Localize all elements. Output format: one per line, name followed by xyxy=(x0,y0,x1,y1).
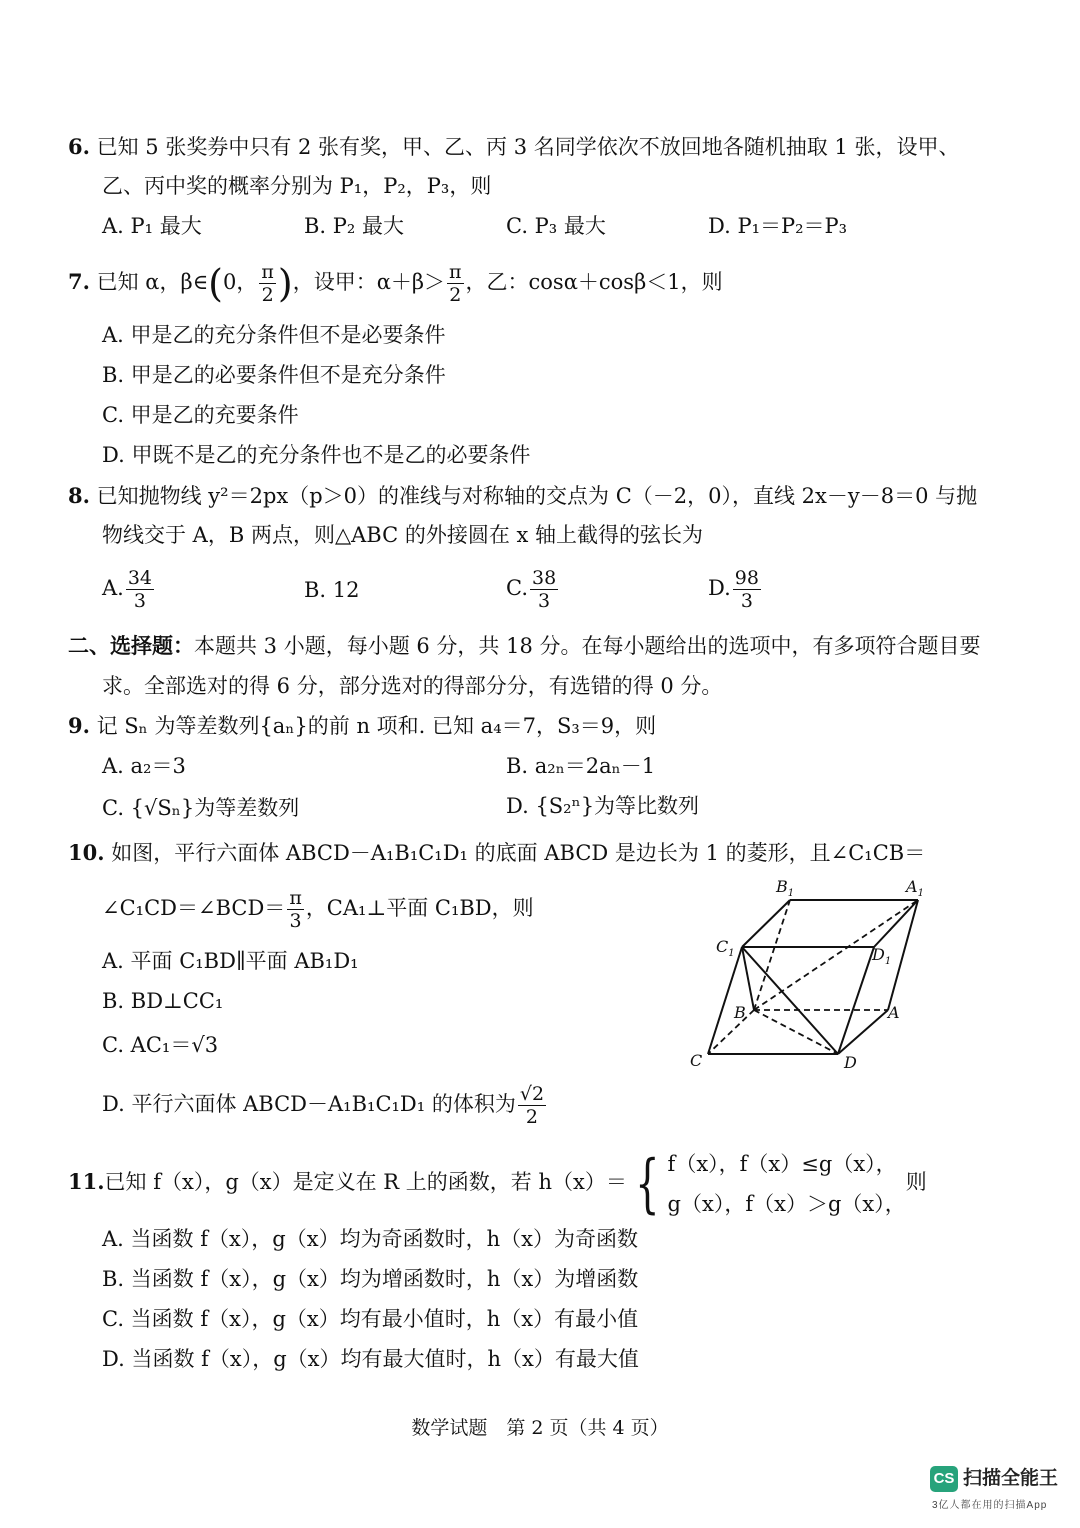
q9-option-b: B. a₂ₙ＝2aₙ－1 xyxy=(506,754,656,778)
q11-option-c: C. 当函数 f（x），g（x）均有最小值时，h（x）有最小值 xyxy=(102,1307,639,1331)
q11-brace: { xyxy=(634,1146,660,1221)
q8-a-den: 3 xyxy=(133,590,146,612)
page-footer: 数学试题 第 2 页（共 4 页） xyxy=(411,1417,669,1439)
q8-number: 8. xyxy=(68,483,90,508)
q7-option-b: B. 甲是乙的必要条件但不是充分条件 xyxy=(102,363,446,387)
q8-option-a-frac xyxy=(126,567,154,612)
q7-interval-left: 0， xyxy=(223,270,258,294)
label-B: B xyxy=(734,1003,746,1022)
q8-option-c xyxy=(506,564,560,612)
q9-option-d: D. {S₂ⁿ}为等比数列 xyxy=(506,794,700,818)
q11-stem-b: 则 xyxy=(905,1170,927,1194)
q7-paren-left: ( xyxy=(208,261,223,306)
q7-pi: π xyxy=(261,261,274,283)
q10-option-d-frac xyxy=(518,1083,546,1128)
q7-stem-b: ，设甲：α＋β＞ xyxy=(292,270,446,294)
q10-number: 10. xyxy=(68,840,105,865)
q6-stem-line1: 已知 5 张奖券中只有 2 张有奖，甲、乙、丙 3 名同学依次不放回地各随机抽取 1 张，设甲、 xyxy=(96,135,960,159)
q7-stem xyxy=(68,260,723,306)
label-D: D xyxy=(844,1053,857,1072)
q8-c-num: 38 xyxy=(532,567,557,589)
q6-option-b: B. P₂ 最大 xyxy=(304,214,405,238)
q8-option-d xyxy=(708,564,763,612)
q7-pi-over-2 xyxy=(259,261,276,306)
q8-stem-line1: 已知抛物线 y²＝2px（p＞0）的准线与对称轴的交点为 C（－2，0），直线 2x－y－8＝0 与抛 xyxy=(96,484,978,508)
q11-number: 11. xyxy=(68,1169,105,1194)
label-C: C xyxy=(690,1051,703,1070)
q9-option-c: C. {√Sₙ}为等差数列 xyxy=(102,796,300,820)
q6-line1 xyxy=(68,132,959,162)
section2-text1: 本题共 3 小题，每小题 6 分，共 18 分。在每小题给出的选项中，有多项符合题目要 xyxy=(194,634,981,658)
q8-stem-line2: 物线交于 A，B 两点，则△ABC 的外接圆在 x 轴上截得的弦长为 xyxy=(102,523,704,547)
q6-option-d: D. P₁＝P₂＝P₃ xyxy=(708,214,848,238)
q7-stem-a: 已知 α，β∈ xyxy=(96,270,209,294)
q11-option-b: B. 当函数 f（x），g（x）均为增函数时，h（x）为增函数 xyxy=(102,1267,639,1291)
q8-option-d-label: D. xyxy=(708,576,731,600)
q7-option-a: A. 甲是乙的充分条件但不是必要条件 xyxy=(102,323,446,347)
q10-d-den: 2 xyxy=(525,1106,538,1128)
q11-option-a: A. 当函数 f（x），g（x）均为奇函数时，h（x）为奇函数 xyxy=(102,1227,638,1251)
q10-option-a: A. 平面 C₁BD∥平面 AB₁D₁ xyxy=(102,949,359,973)
q6-number: 6. xyxy=(68,134,90,159)
q10-pi: π xyxy=(289,887,302,909)
q8-option-b: B. 12 xyxy=(304,578,360,602)
q6-stem-line2: 乙、丙中奖的概率分别为 P₁，P₂，P₃，则 xyxy=(102,174,492,198)
q8-c-den: 3 xyxy=(538,590,551,612)
q8-option-c-label: C. xyxy=(506,576,528,600)
q7-two: 2 xyxy=(261,284,274,306)
q9-number: 9. xyxy=(68,713,90,738)
q8-a-num: 34 xyxy=(127,567,153,589)
q7-two-b: 2 xyxy=(449,284,462,306)
q8-option-c-frac xyxy=(530,567,558,612)
q10-stem-line2a: ∠C₁CD＝∠BCD＝ xyxy=(102,896,286,920)
q10-stem-line1: 如图，平行六面体 ABCD－A₁B₁C₁D₁ 的底面 ABCD 是边长为 1 的菱形，且∠C₁CB＝ xyxy=(111,841,926,865)
q6-option-a: A. P₁ 最大 xyxy=(102,214,202,238)
q11-case1: f（x），f（x）≤g（x）， xyxy=(667,1151,897,1176)
q7-pi-b: π xyxy=(449,261,462,283)
q8-d-den: 3 xyxy=(740,590,753,612)
q9-option-a: A. a₂＝3 xyxy=(102,754,186,778)
q8-option-a-label: A. xyxy=(102,576,124,600)
q8-option-d-frac xyxy=(733,567,761,612)
q11-option-d: D. 当函数 f（x），g（x）均有最大值时，h（x）有最大值 xyxy=(102,1347,639,1371)
q10-option-c: C. AC₁＝√3 xyxy=(102,1033,219,1057)
q8-option-a xyxy=(102,564,156,612)
section2-text2: 求。全部选对的得 6 分，部分选对的得部分分，有选错的得 0 分。 xyxy=(102,674,723,698)
q11-stem xyxy=(68,1142,927,1224)
q10-pi-over-3 xyxy=(287,887,304,932)
q10-option-b: B. BD⊥CC₁ xyxy=(102,989,224,1013)
q10-stem-line2b: ，CA₁⊥平面 C₁BD，则 xyxy=(305,896,534,920)
q11-case2: g（x），f（x）＞g（x）， xyxy=(667,1191,906,1216)
q10-three: 3 xyxy=(289,910,302,932)
q7-option-c: C. 甲是乙的充要条件 xyxy=(102,403,299,427)
q9-line xyxy=(68,711,656,741)
q7-stem-c: ，乙：cosα＋cosβ＜1，则 xyxy=(465,270,723,294)
camscanner-logo-icon: CS xyxy=(930,1466,958,1492)
q10-option-d xyxy=(102,1080,548,1128)
label-C1: $C_1$ xyxy=(716,937,735,959)
q6-option-c: C. P₃ 最大 xyxy=(506,214,606,238)
q10-d-num: √2 xyxy=(519,1083,545,1105)
q8-line1 xyxy=(68,481,977,511)
camscanner-tagline: 3亿人都在用的扫描App xyxy=(932,1500,1048,1511)
label-D1: $D_1$ xyxy=(872,945,892,967)
q9-stem: 记 Sₙ 为等差数列{aₙ}的前 n 项和. 已知 a₄＝7，S₃＝9，则 xyxy=(96,714,657,738)
label-A: A xyxy=(888,1003,900,1022)
camscanner-name: 扫描全能王 xyxy=(963,1468,1059,1489)
q10-option-d-text: D. 平行六面体 ABCD－A₁B₁C₁D₁ 的体积为 xyxy=(102,1092,516,1116)
section2-line1 xyxy=(68,631,981,661)
camscanner-watermark xyxy=(930,1466,1070,1516)
label-A1: $A_1$ xyxy=(906,877,924,899)
section2-title: 二、选择题： xyxy=(68,633,194,658)
q8-d-num: 98 xyxy=(734,567,759,589)
q11-cases xyxy=(668,1144,906,1224)
parallelepiped-figure xyxy=(680,872,940,1077)
q10-line2 xyxy=(102,886,534,932)
label-B1: $B_1$ xyxy=(776,877,795,899)
q11-stem-a: 已知 f（x），g（x）是定义在 R 上的函数，若 h（x）＝ xyxy=(104,1170,627,1194)
q7-paren-right: ) xyxy=(277,261,293,306)
q7-option-d: D. 甲既不是乙的充分条件也不是乙的必要条件 xyxy=(102,443,531,467)
q7-pi-over-2-b xyxy=(447,261,464,306)
q7-number: 7. xyxy=(68,269,90,294)
q10-line1 xyxy=(68,838,925,868)
